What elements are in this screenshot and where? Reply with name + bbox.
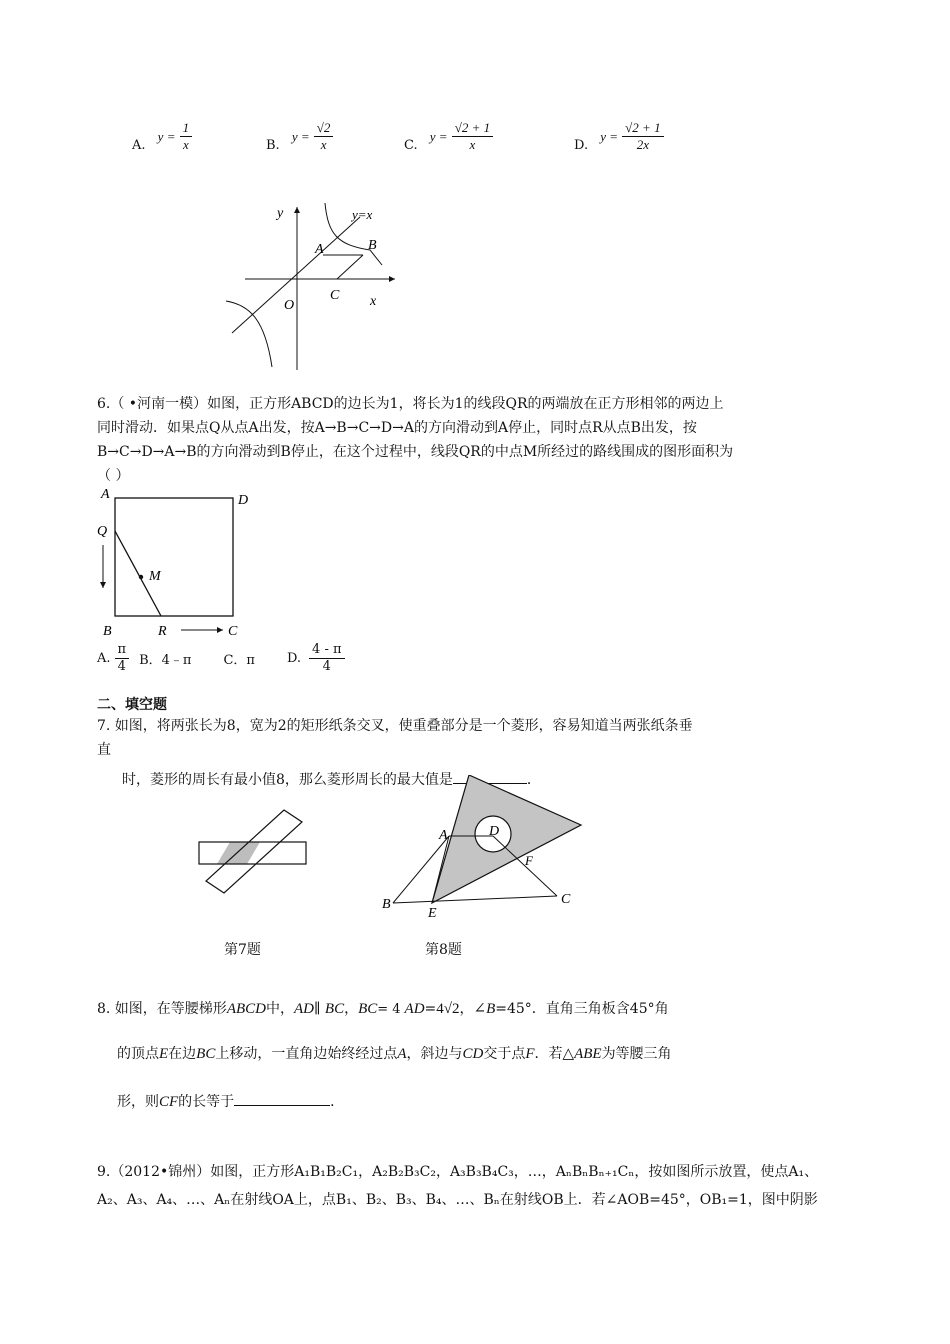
q9-line-1: 9.（2012•锦州）如图，正方形A₁B₁B₂C₁，A₂B₂B₃C₂，A₃B₃B₄C₃，…，AₙBₙBₙ₊₁Cₙ，按如图所示放置，使点A₁、 [97, 1164, 819, 1180]
text: 在边 [168, 1046, 197, 1062]
option-d-letter: D. [286, 651, 302, 666]
q6-square-figure [95, 485, 255, 645]
math-e: E [159, 1046, 169, 1062]
text: ， [344, 1001, 359, 1017]
math-cd: CD [462, 1046, 484, 1062]
point-c-label: C [330, 288, 340, 303]
option-letter: B. [266, 138, 280, 153]
q8-line-2 [117, 1045, 672, 1063]
q5-hyperbola-graph [220, 195, 410, 375]
option-a-fraction [115, 642, 130, 675]
denominator: 4 [117, 659, 126, 674]
math-triangle: △ABE [562, 1046, 602, 1062]
q8-line-3 [117, 1093, 344, 1111]
text: ． [330, 1094, 345, 1110]
text: = [424, 1001, 437, 1017]
parallel-symbol: ∥ [313, 1001, 321, 1017]
q7-line-3-text: 时，菱形的周长有最小值8，那么菱形周长的最大值是 [122, 772, 453, 788]
numerator: √2 [314, 120, 334, 137]
q9-line-2: A₂、A₃、A₄、…、Aₙ在射线OA上，点B₁、B₂、B₃、B₄、…、Bₙ在射线OB上．若∠AOB=45°，OB₁=1，图中阴影 [97, 1192, 818, 1208]
q5-option-a [132, 120, 192, 153]
numerator: 4 - π [309, 642, 344, 659]
math-f: F [525, 1046, 535, 1062]
q5-option-c [404, 120, 493, 153]
numerator: π [115, 642, 130, 659]
answer-blank [234, 1093, 330, 1106]
option-fraction [314, 120, 334, 153]
label-b: B [382, 897, 391, 912]
label-q: Q [97, 524, 108, 539]
text: 交于点 [483, 1046, 526, 1062]
option-lhs: y = [291, 128, 310, 144]
denominator: 2x [636, 137, 650, 152]
label-d: D [238, 493, 249, 508]
option-b: B．4﹣π [139, 653, 192, 668]
origin-label: O [284, 298, 295, 313]
math-bc: BC [358, 1001, 378, 1017]
denominator: 4 [322, 659, 331, 674]
label-r: R [158, 624, 167, 639]
math-ad: AD [404, 1001, 425, 1017]
label-d: D [489, 824, 500, 839]
point-b-label: B [368, 238, 377, 253]
overlap-rhombus [217, 842, 260, 864]
y-axis-label: y [277, 206, 284, 221]
option-lhs: y = [157, 128, 176, 144]
math-cf: CF [159, 1094, 179, 1110]
q8-line-1 [97, 1000, 669, 1019]
point-a-label: A [315, 242, 324, 257]
parallelogram-right [337, 255, 363, 279]
q7-figure [190, 800, 320, 900]
math-bc: BC [324, 1001, 345, 1017]
midpoint-m [139, 575, 143, 579]
text: = 4 [377, 1002, 401, 1017]
q6-line-2: 同时滑动．如果点Q从点A出发，按A→B→C→D→A的方向滑动到A停止，同时点R从点B出发，按 [97, 420, 697, 436]
text: 上移动，一直角边始终经过点 [215, 1046, 398, 1062]
text: 为等腰三角 [601, 1046, 672, 1062]
label-f: F [525, 853, 533, 868]
q6-line-4: （ ） [97, 468, 130, 484]
text: =45°．直角三角板含45°角 [495, 1001, 669, 1017]
hyperbola-branch-2 [226, 301, 272, 367]
q6-line-1: 6.（ •河南一模）如图，正方形ABCD的边长为1，将长为1的线段QR的两端放在正方形相邻的两边上 [97, 396, 724, 412]
math-ad: AD [293, 1001, 314, 1017]
option-a-letter: A. [97, 651, 111, 666]
numerator: √2 + 1 [622, 120, 663, 137]
x-axis-label: x [370, 294, 377, 309]
option-letter: A. [132, 138, 146, 153]
math-value: 4√2 [436, 1001, 460, 1017]
math-a: A [397, 1046, 407, 1062]
text: ．若 [534, 1046, 563, 1062]
option-c: C．π [223, 653, 255, 668]
numerator: √2 + 1 [452, 120, 493, 137]
text: ， [459, 1001, 474, 1017]
label-a: A [101, 487, 110, 502]
label-m: M [149, 569, 161, 584]
text: ，斜边与 [406, 1046, 463, 1062]
label-a: A [439, 828, 448, 843]
label-b: B [103, 624, 112, 639]
q8-caption: 第8题 [425, 942, 462, 958]
option-letter: C. [404, 138, 418, 153]
section-heading: 二、填空题 [97, 697, 167, 713]
q7-line-2: 直 [97, 742, 111, 758]
numerator: 1 [180, 120, 193, 137]
q8-figure [375, 775, 590, 920]
option-letter: D. [574, 138, 589, 153]
square-abcd [115, 498, 233, 616]
denominator: x [469, 137, 476, 152]
q7-caption: 第7题 [224, 942, 261, 958]
math-angle: ∠B [473, 1001, 496, 1017]
text: 的长等于 [178, 1094, 235, 1110]
option-lhs: y = [600, 128, 619, 144]
q6-line-3: B→C→D→A→B的方向滑动到B停止，在这个过程中，线段QR的中点M所经过的路线围成的图形面积为 [97, 444, 734, 460]
q5-option-b [266, 120, 333, 153]
math-abcd: ABCD [226, 1001, 266, 1017]
text: 8. 如图，在等腰梯形 [97, 1001, 227, 1017]
label-c: C [228, 624, 238, 639]
option-fraction [452, 120, 493, 153]
option-d-fraction [309, 642, 344, 675]
text: 的顶点 [117, 1046, 159, 1062]
q7-line-3-end: ． [526, 772, 541, 788]
side-bc [393, 896, 557, 903]
option-fraction [622, 120, 663, 153]
option-fraction [180, 120, 193, 153]
label-e: E [428, 906, 437, 920]
q7-line-1: 7. 如图，将两张长为8，宽为2的矩形纸条交叉，使重叠部分是一个菱形，容易知道当两张纸条垂 [97, 718, 693, 734]
math-bc: BC [196, 1046, 216, 1062]
label-c: C [561, 892, 571, 907]
text: 中， [265, 1001, 294, 1017]
denominator: x [182, 137, 189, 152]
q5-option-d [574, 120, 664, 153]
denominator: x [320, 137, 327, 152]
option-lhs: y = [429, 128, 448, 144]
line-label: y=x [352, 207, 373, 222]
text: 形，则 [117, 1094, 159, 1110]
q6-options [97, 642, 345, 675]
